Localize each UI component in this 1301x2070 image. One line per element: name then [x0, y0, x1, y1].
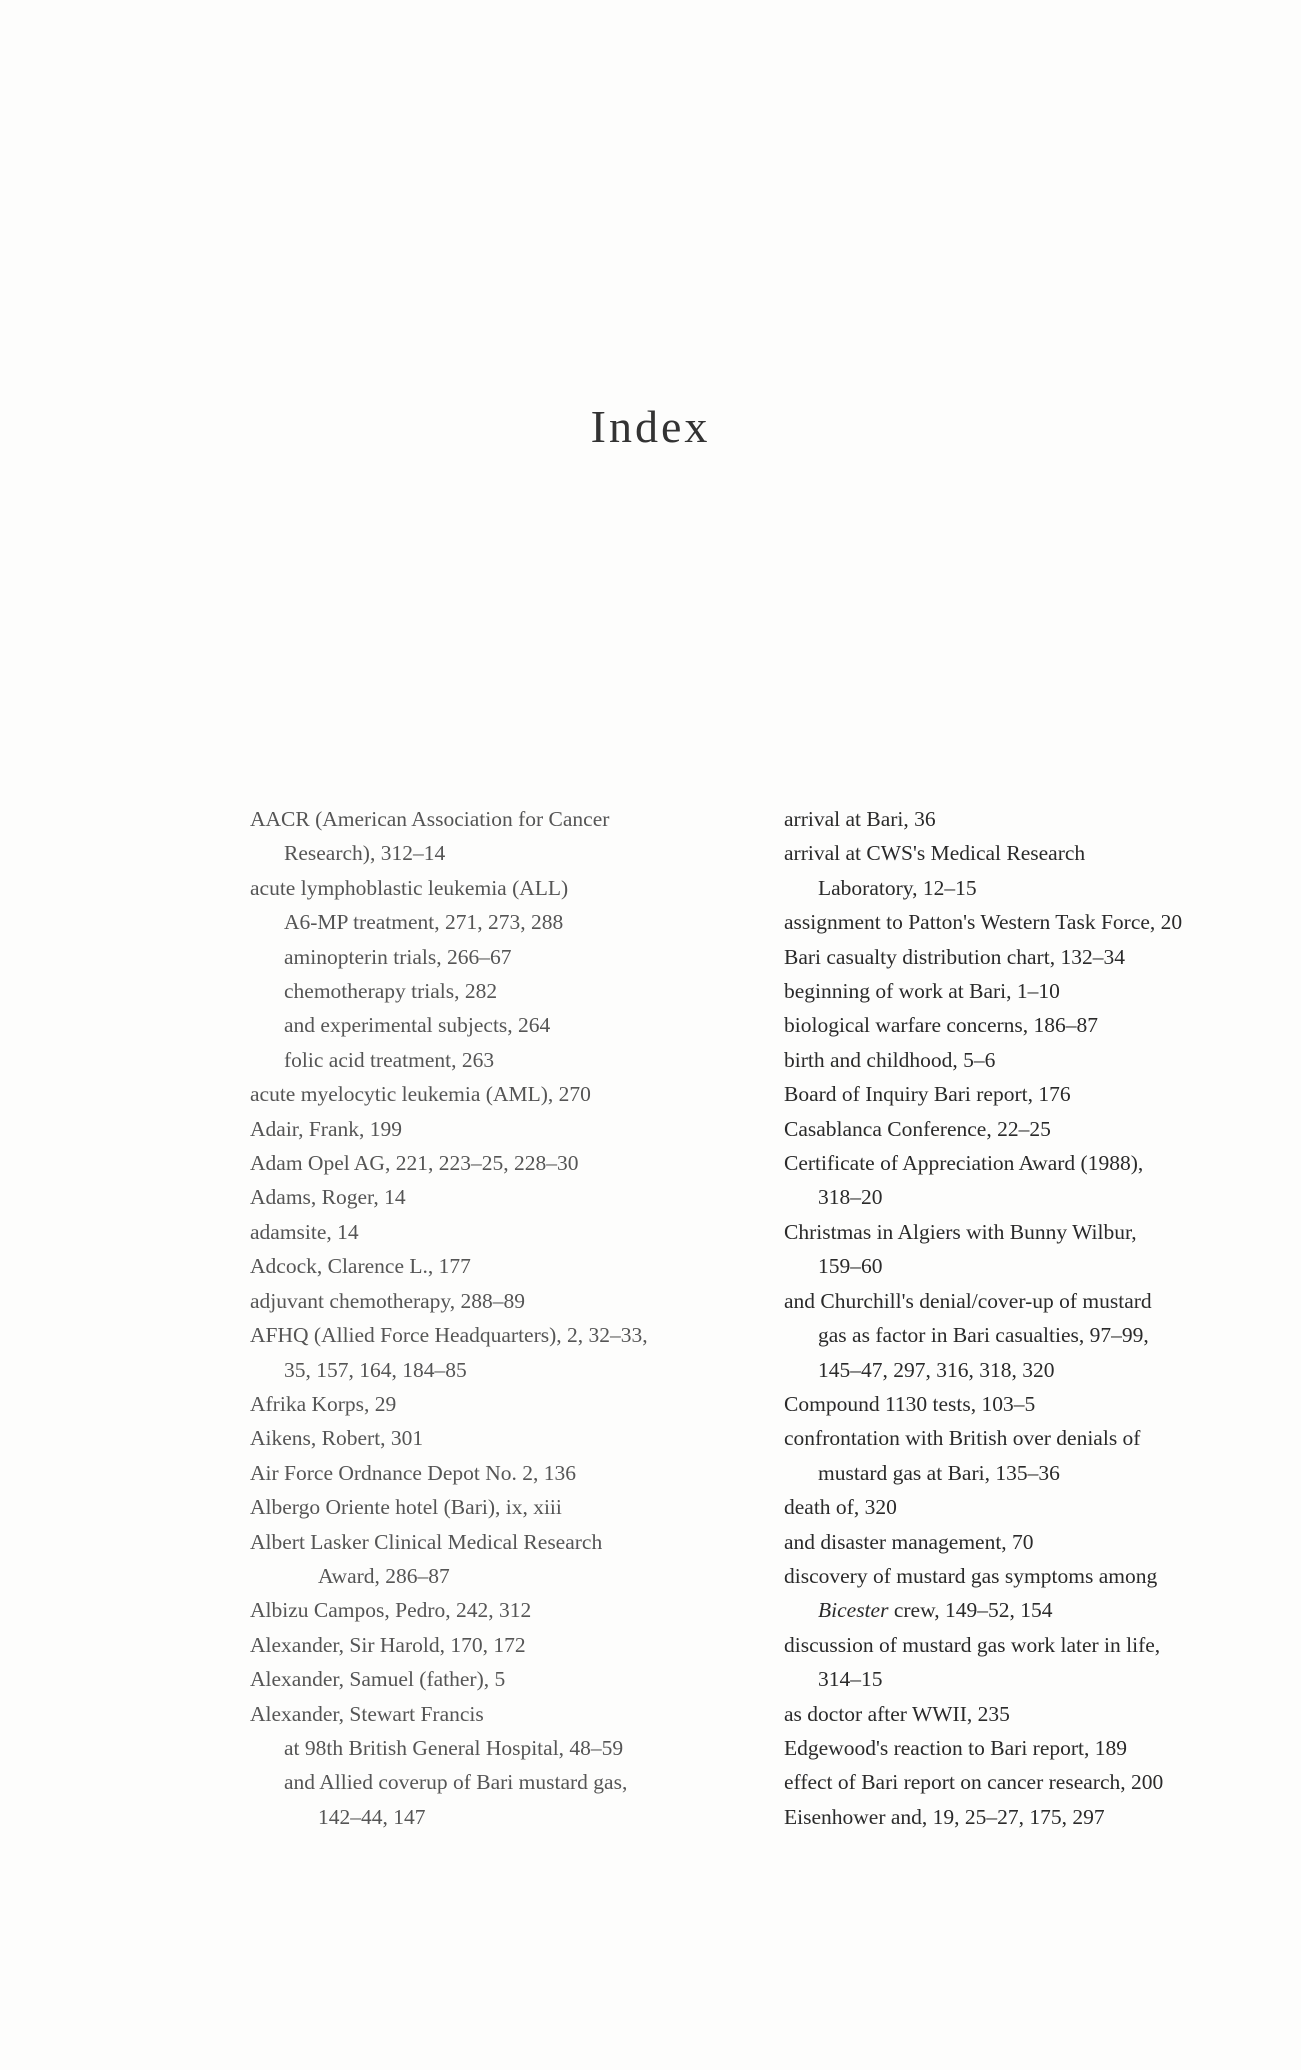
index-entry: Air Force Ordnance Depot No. 2, 136	[250, 1460, 576, 1485]
index-entry: AACR (American Association for Cancer	[250, 807, 610, 831]
index-entry: Casablanca Conference, 22–25	[784, 1116, 1051, 1141]
index-entry: aminopterin trials, 266–67	[284, 944, 512, 969]
index-entry: 145–47, 297, 316, 318, 320	[818, 1357, 1055, 1382]
index-entry: Albergo Oriente hotel (Bari), ix, xiii	[250, 1495, 562, 1520]
index-entry: discussion of mustard gas work later in life,	[784, 1632, 1161, 1657]
index-entry: Alexander, Sir Harold, 170, 172	[250, 1632, 526, 1657]
index-entry: Compound 1130 tests, 103–5	[784, 1391, 1036, 1416]
index-entry: 318–20	[818, 1185, 883, 1210]
index-entry: at 98th British General Hospital, 48–59	[284, 1735, 624, 1760]
index-entry: adjuvant chemotherapy, 288–89	[250, 1288, 526, 1313]
index-entry: assignment to Patton's Western Task Force, 20	[784, 910, 1183, 935]
index-entry: Award, 286–87	[318, 1563, 450, 1588]
index-entry: Alexander, Stewart Francis	[250, 1701, 484, 1726]
index-entry: Adcock, Clarence L., 177	[250, 1254, 471, 1279]
index-entry: confrontation with British over denials of	[784, 1426, 1141, 1451]
index-entry: and disaster management, 70	[784, 1529, 1034, 1554]
index-entry: Albizu Campos, Pedro, 242, 312	[250, 1598, 532, 1623]
index-entry: Board of Inquiry Bari report, 176	[784, 1082, 1071, 1107]
index-entry: Adair, Frank, 199	[250, 1116, 403, 1141]
index-entry: Eisenhower and, 19, 25–27, 175, 297	[784, 1804, 1105, 1829]
index-column-right	[784, 802, 1204, 1834]
index-entry-italic: Bicester	[818, 1598, 889, 1623]
index-entry: and experimental subjects, 264	[284, 1013, 551, 1038]
index-entry: acute lymphoblastic leukemia (ALL)	[250, 875, 569, 900]
index-entry: AFHQ (Allied Force Headquarters), 2, 32–33,	[250, 1323, 648, 1348]
index-entry: Certificate of Appreciation Award (1988),	[784, 1151, 1144, 1176]
index-entry	[784, 1593, 1204, 1627]
index-entry: beginning of work at Bari, 1–10	[784, 979, 1060, 1004]
index-entry: 314–15	[818, 1667, 883, 1692]
index-entry: as doctor after WWII, 235	[784, 1701, 1010, 1726]
index-entry: Afrika Korps, 29	[250, 1391, 397, 1416]
index-entry: A6-MP treatment, 271, 273, 288	[284, 910, 564, 935]
index-entry: acute myelocytic leukemia (AML), 270	[250, 1082, 591, 1107]
index-entry: Aikens, Robert, 301	[250, 1426, 424, 1451]
index-entry: biological warfare concerns, 186–87	[784, 1013, 1099, 1038]
index-entry: 35, 157, 164, 184–85	[284, 1357, 467, 1382]
index-entry: Adams, Roger, 14	[250, 1185, 406, 1210]
index-entry: 142–44, 147	[318, 1804, 426, 1829]
index-entry: chemotherapy trials, 282	[284, 979, 498, 1004]
index-entry: discovery of mustard gas symptoms among	[784, 1563, 1158, 1588]
index-entry: Alexander, Samuel (father), 5	[250, 1667, 506, 1692]
index-entry: Bari casualty distribution chart, 132–34	[784, 944, 1125, 969]
index-entry: Christmas in Algiers with Bunny Wilbur,	[784, 1219, 1137, 1244]
index-entry: Laboratory, 12–15	[818, 875, 977, 900]
index-entry: folic acid treatment, 263	[284, 1047, 495, 1072]
page-title: Index	[590, 401, 711, 452]
index-entry: arrival at CWS's Medical Research	[784, 841, 1086, 866]
index-column-left	[250, 802, 710, 1834]
index-entry-text: crew, 149–52, 154	[888, 1598, 1053, 1623]
index-entry: adamsite, 14	[250, 1219, 359, 1244]
index-entry: death of, 320	[784, 1495, 897, 1520]
index-entry: Research), 312–14	[284, 841, 446, 866]
index-entry: and Churchill's denial/cover-up of mustard	[784, 1288, 1152, 1313]
index-entry: mustard gas at Bari, 135–36	[818, 1460, 1060, 1485]
index-entry: Adam Opel AG, 221, 223–25, 228–30	[250, 1151, 579, 1176]
index-entry: birth and childhood, 5–6	[784, 1047, 996, 1072]
index-entry: Edgewood's reaction to Bari report, 189	[784, 1735, 1128, 1760]
index-entry: 159–60	[818, 1254, 883, 1279]
index-entry: effect of Bari report on cancer research, 200	[784, 1770, 1164, 1795]
index-entry: and Allied coverup of Bari mustard gas,	[284, 1770, 628, 1795]
index-entry: Albert Lasker Clinical Medical Research	[250, 1529, 603, 1554]
index-entry: gas as factor in Bari casualties, 97–99,	[818, 1323, 1149, 1348]
index-entry: arrival at Bari, 36	[784, 807, 936, 831]
